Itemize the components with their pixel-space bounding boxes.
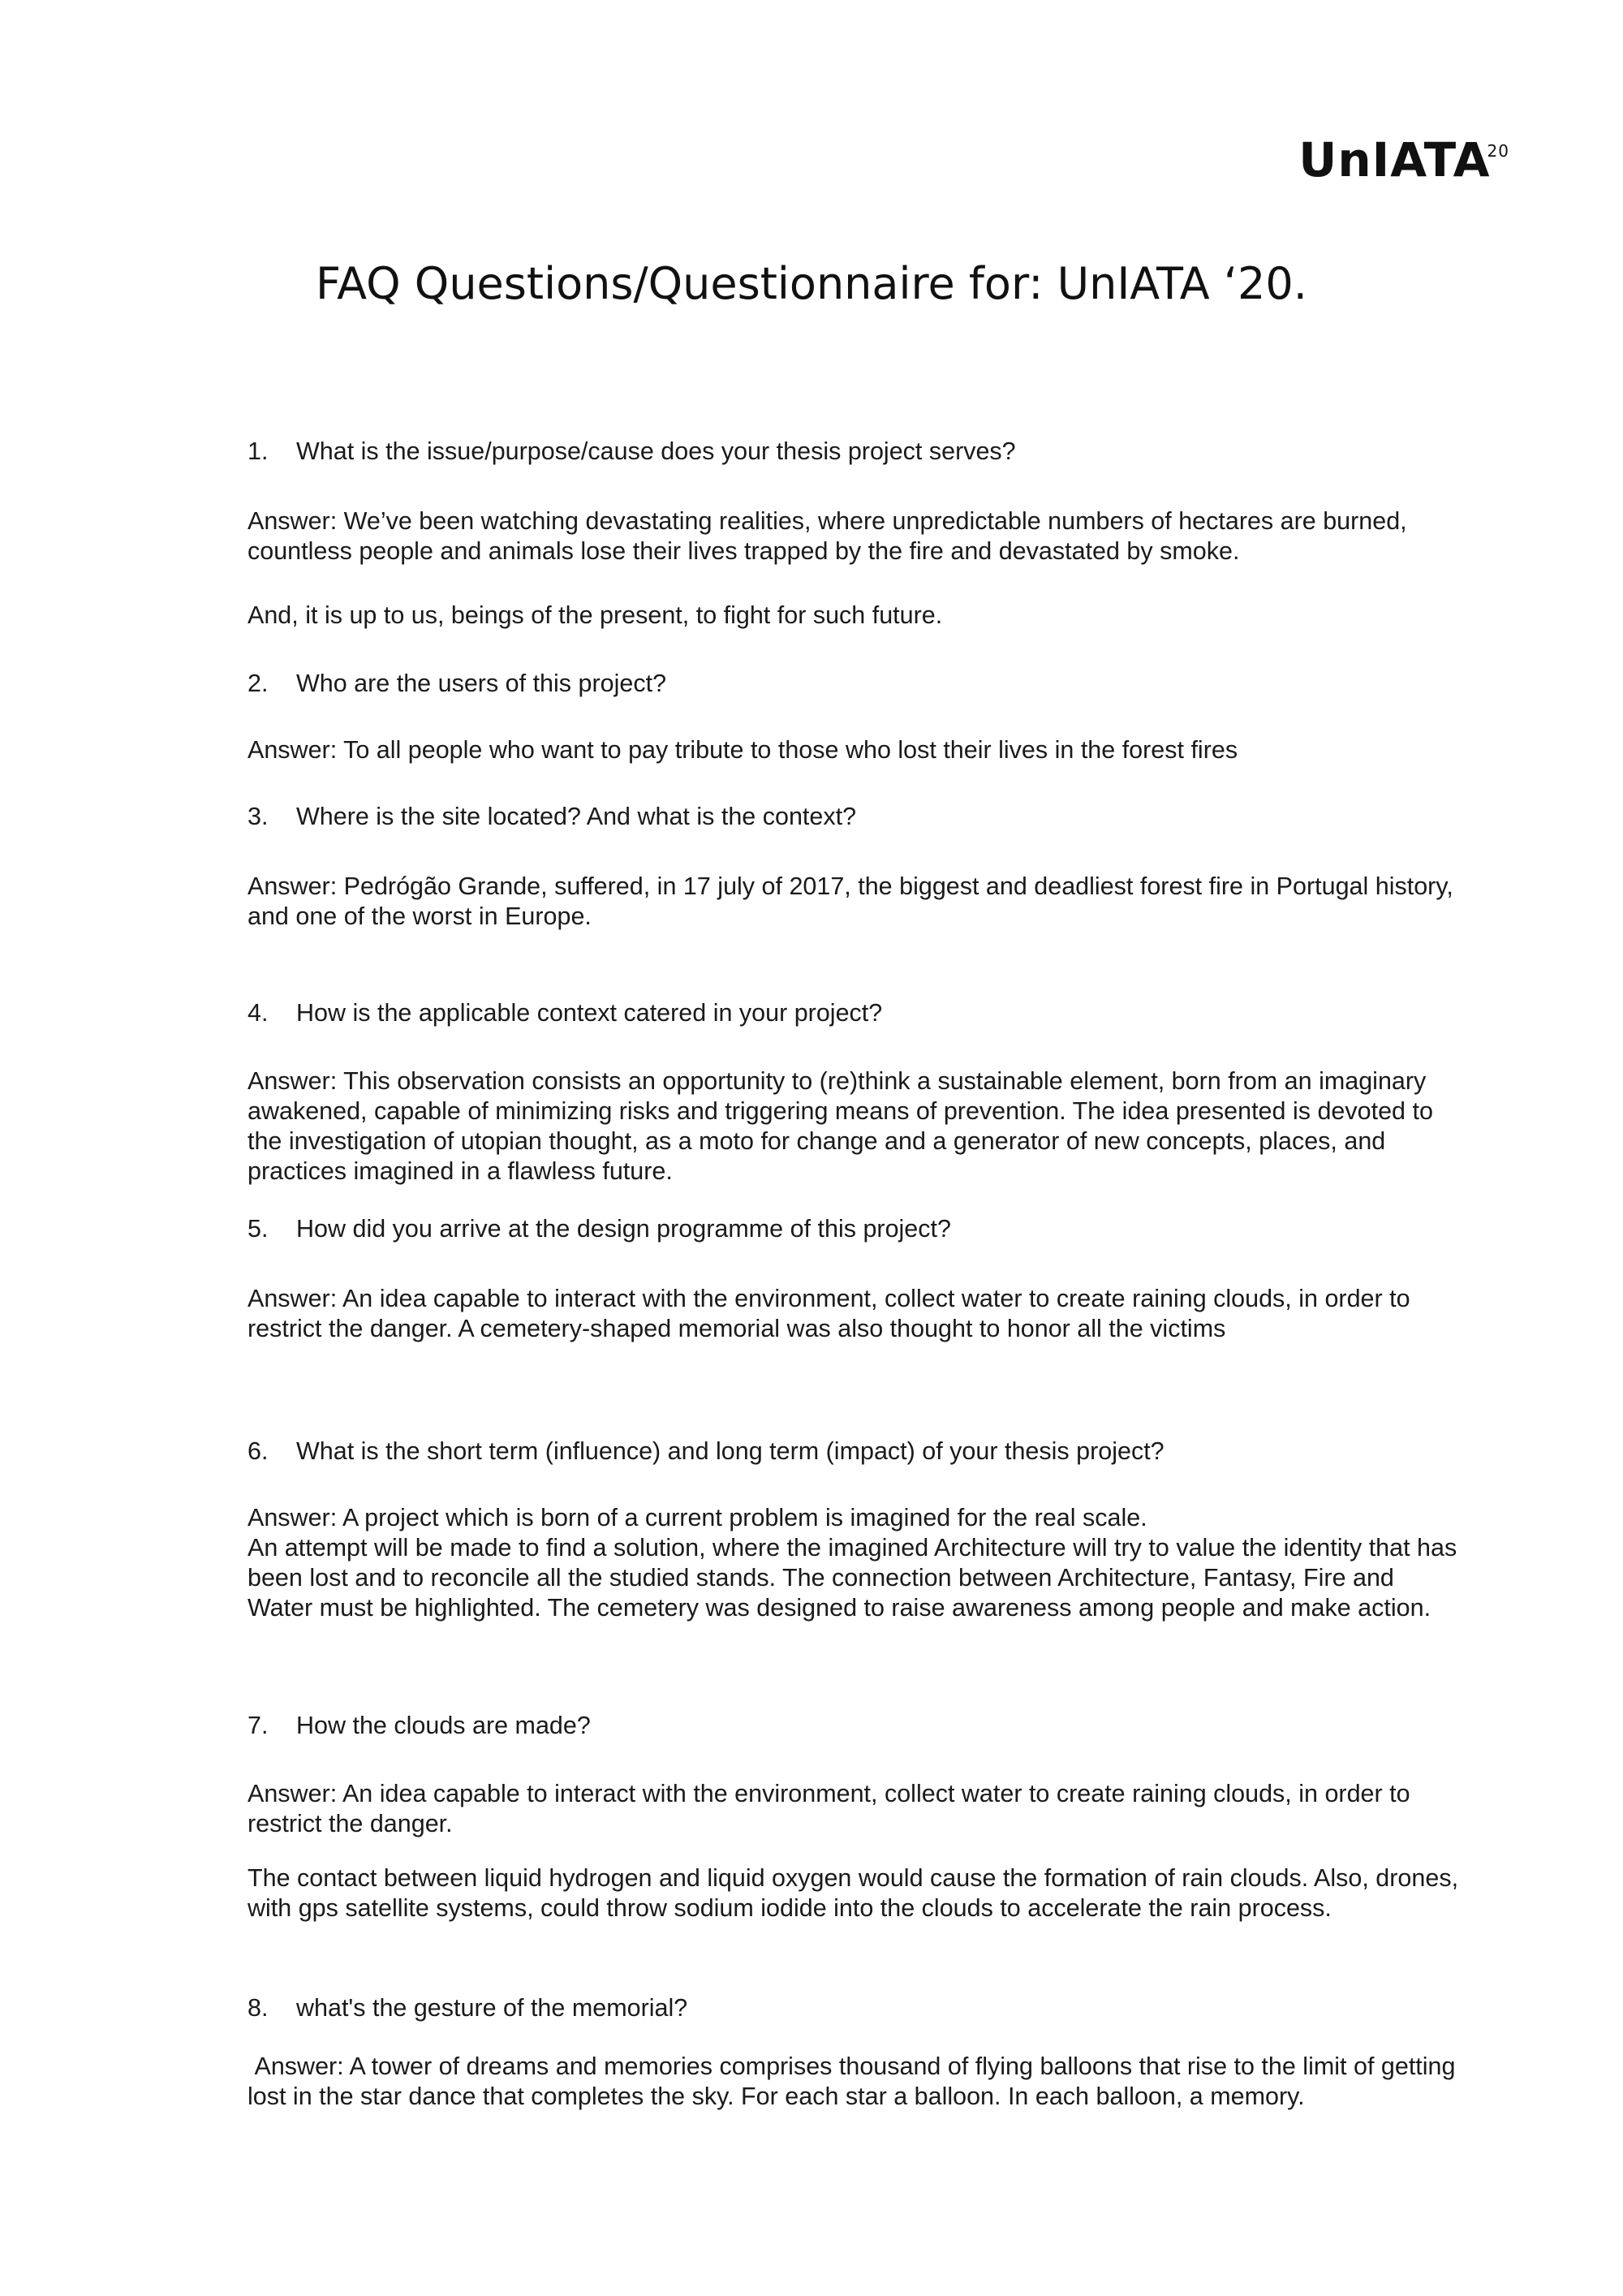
logo-superscript: 20 [1487, 140, 1509, 161]
logo-text: UnIATA [1298, 132, 1491, 187]
question-6 [248, 1437, 1165, 1467]
question-number: 2. [248, 670, 269, 697]
logo [1298, 132, 1509, 187]
question-text: Where is the site located? And what is the context? [296, 803, 857, 830]
question-number: 6. [248, 1437, 269, 1465]
answer-7 [248, 1779, 1465, 1839]
answer-5 [248, 1284, 1465, 1344]
page-title: FAQ Questions/Questionnaire for: UnIATA ‘20. [316, 258, 1307, 309]
answer-paragraph: An attempt will be made to find a solution, where the imagined Architecture will try to value the identity that has been lost and to reconcile all the studied stands. The connection between Architecture, Fantasy, Fire and Water must be highlighted. The cemetery was designed to raise awareness among people and make action. [248, 1534, 1457, 1622]
answer-3 [248, 872, 1465, 932]
answer-paragraph: The contact between liquid hydrogen and liquid oxygen would cause the formation of rain clouds. Also, drones, with gps satellite systems, could throw sodium iodide into the clouds to accelerate the rain process. [248, 1864, 1459, 1922]
question-number: 3. [248, 803, 269, 830]
question-text: What is the short term (influence) and long term (impact) of your thesis project? [296, 1437, 1165, 1465]
question-4 [248, 998, 882, 1028]
answer-1 [248, 506, 1465, 566]
answer-2 [248, 735, 1465, 765]
question-text: How did you arrive at the design programme of this project? [296, 1215, 951, 1243]
answer-paragraph: Answer: An idea capable to interact with the environment, collect water to create raining clouds, in order to restrict the danger. A cemetery-shaped memorial was also thought to honor all the victims [248, 1285, 1410, 1342]
answer-4 [248, 1066, 1465, 1187]
answer-7-extra [248, 1863, 1465, 1923]
question-text: what's the gesture of the memorial? [296, 1994, 688, 2022]
question-2 [248, 669, 666, 699]
question-8 [248, 1993, 687, 2023]
question-text: Who are the users of this project? [296, 670, 667, 697]
question-3 [248, 802, 856, 832]
question-text: How is the applicable context catered in your project? [296, 999, 883, 1027]
answer-paragraph: Answer: To all people who want to pay tribute to those who lost their lives in the forest fires [248, 736, 1238, 764]
question-number: 7. [248, 1712, 269, 1739]
answer-paragraph: Answer: Pedrógão Grande, suffered, in 17 july of 2017, the biggest and deadliest forest fire in Portugal history, and one of the worst in Europe. [248, 872, 1453, 930]
question-number: 5. [248, 1215, 269, 1243]
answer-paragraph: Answer: A tower of dreams and memories comprises thousand of flying balloons that rise to the limit of getting lost in the star dance that completes the sky. For each star a balloon. In each balloon, a memory. [248, 2053, 1462, 2110]
answer-paragraph: Answer: A project which is born of a current problem is imagined for the real scale. [248, 1504, 1147, 1531]
answer-paragraph: Answer: An idea capable to interact with the environment, collect water to create raining clouds, in order to restrict the danger. [248, 1780, 1410, 1837]
question-5 [248, 1214, 951, 1244]
question-number: 8. [248, 1994, 269, 2022]
answer-8 [248, 2052, 1465, 2112]
answer-paragraph: Answer: We’ve been watching devastating realities, where unpredictable numbers of hectares are burned, countless people and animals lose their lives trapped by the fire and devastated by smoke. [248, 507, 1407, 565]
answer-paragraph: And, it is up to us, beings of the present, to fight for such future. [248, 601, 943, 629]
question-1 [248, 437, 1016, 467]
answer-paragraph: Answer: This observation consists an opportunity to (re)think a sustainable element, born from an imaginary awakened, capable of minimizing risks and triggering means of prevention. The idea presented is devoted to the investigation of utopian thought, as a moto for change and a generator of new concepts, places, and practices imagined in a flawless future. [248, 1067, 1433, 1185]
question-text: What is the issue/purpose/cause does your thesis project serves? [296, 437, 1016, 465]
question-7 [248, 1711, 591, 1741]
answer-1-extra [248, 601, 1465, 631]
answer-6 [248, 1503, 1465, 1623]
question-text: How the clouds are made? [296, 1712, 591, 1739]
question-number: 1. [248, 437, 269, 465]
question-number: 4. [248, 999, 269, 1027]
